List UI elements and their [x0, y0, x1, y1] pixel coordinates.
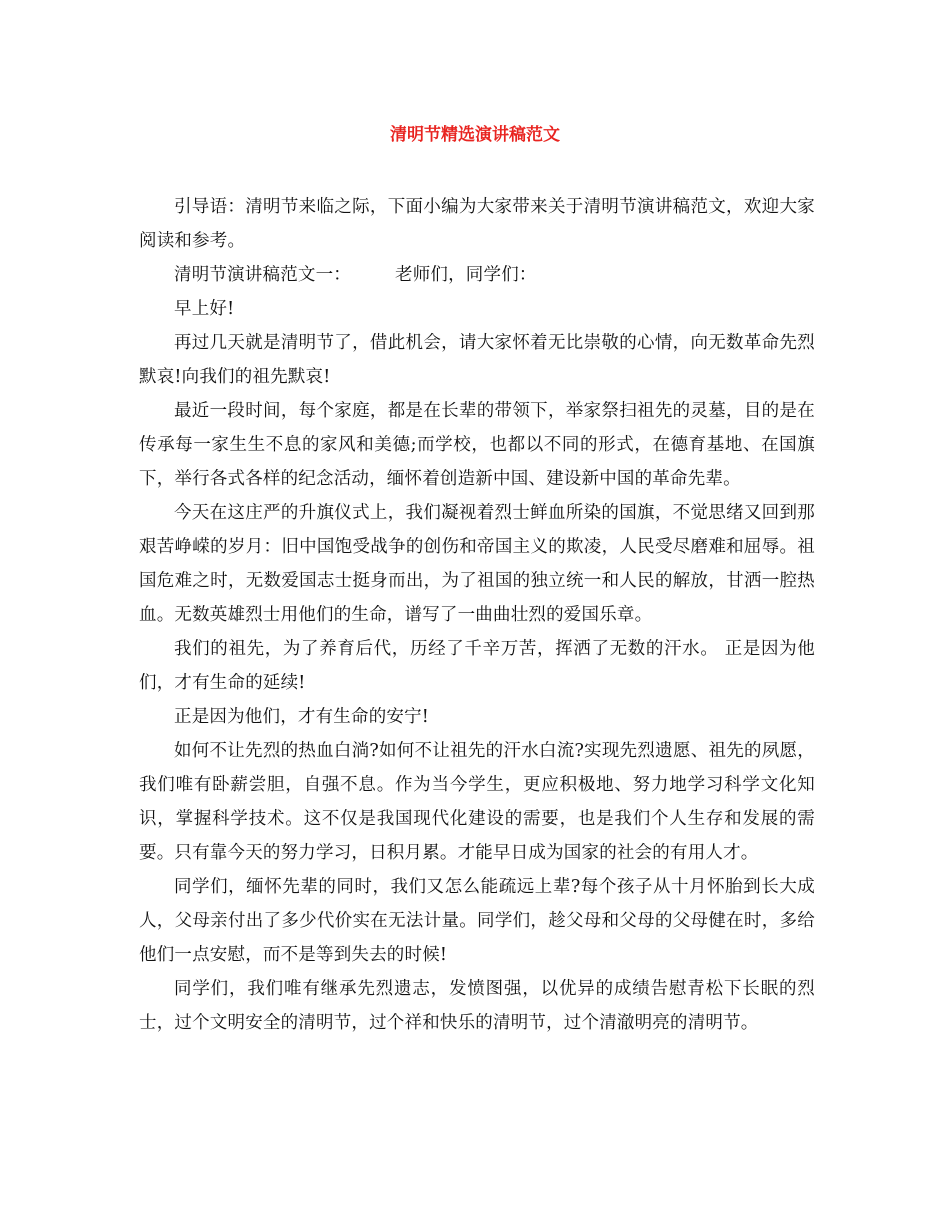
salutation: 老师们，同学们：	[395, 265, 537, 285]
document-body	[139, 190, 815, 1040]
body-paragraph: 今天在这庄严的升旗仪式上，我们凝视着烈士鲜血所染的国旗，不觉思绪又回到那艰苦峥嵘的岁月：旧中国饱受战争的创伤和帝国主义的欺凌，人民受尽磨难和屈辱。祖国危难之时，无数爱国志士挺身而出，为了祖国的独立统一和人民的解放，甘洒一腔热血。无数英雄烈士用他们的生命，谱写了一曲曲壮烈的爱国乐章。	[139, 503, 815, 625]
speech-heading-label: 清明节演讲稿范文一：	[174, 265, 351, 285]
intro-paragraph: 引导语：清明节来临之际，下面小编为大家带来关于清明节演讲稿范文，欢迎大家阅读和参考。	[139, 197, 815, 251]
document-title: 清明节精选演讲稿范文	[390, 125, 560, 145]
greeting: 早上好!	[174, 299, 235, 319]
body-paragraph: 再过几天就是清明节了，借此机会，请大家怀着无比崇敬的心情，向无数革命先烈默哀!向我们的祖先默哀!	[139, 333, 815, 387]
body-paragraph: 我们的祖先，为了养育后代，历经了千辛万苦，挥洒了无数的汗水。 正是因为他们，才有生命的延续!	[139, 639, 815, 693]
body-paragraph: 如何不让先烈的热血白淌?如何不让祖先的汗水白流?实现先烈遗愿、祖先的夙愿，我们唯有卧薪尝胆，自强不息。作为当今学生，更应积极地、努力地学习科学文化知识，掌握科学技术。这不仅是我国现代化建设的需要，也是我们个人生存和发展的需要。只有靠今天的努力学习，日积月累。才能早日成为国家的社会的有用人才。	[139, 741, 815, 863]
body-paragraph: 最近一段时间，每个家庭，都是在长辈的带领下，举家祭扫祖先的灵墓，目的是在传承每一家生生不息的家风和美德;而学校，也都以不同的形式，在德育基地、在国旗下，举行各式各样的纪念活动，缅怀着创造新中国、建设新中国的革命先辈。	[139, 401, 815, 489]
body-paragraph: 同学们，我们唯有继承先烈遗志，发愤图强，以优异的成绩告慰青松下长眠的烈士，过个文明安全的清明节，过个祥和快乐的清明节，过个清澈明亮的清明节。	[139, 979, 815, 1033]
speech-heading-line	[139, 258, 815, 292]
body-paragraph: 正是因为他们，才有生命的安宁!	[174, 707, 430, 727]
body-paragraph: 同学们，缅怀先辈的同时，我们又怎么能疏远上辈?每个孩子从十月怀胎到长大成人，父母亲付出了多少代价实在无法计量。同学们，趁父母和父母的父母健在时，多给他们一点安慰，而不是等到失去的时候!	[139, 877, 815, 965]
